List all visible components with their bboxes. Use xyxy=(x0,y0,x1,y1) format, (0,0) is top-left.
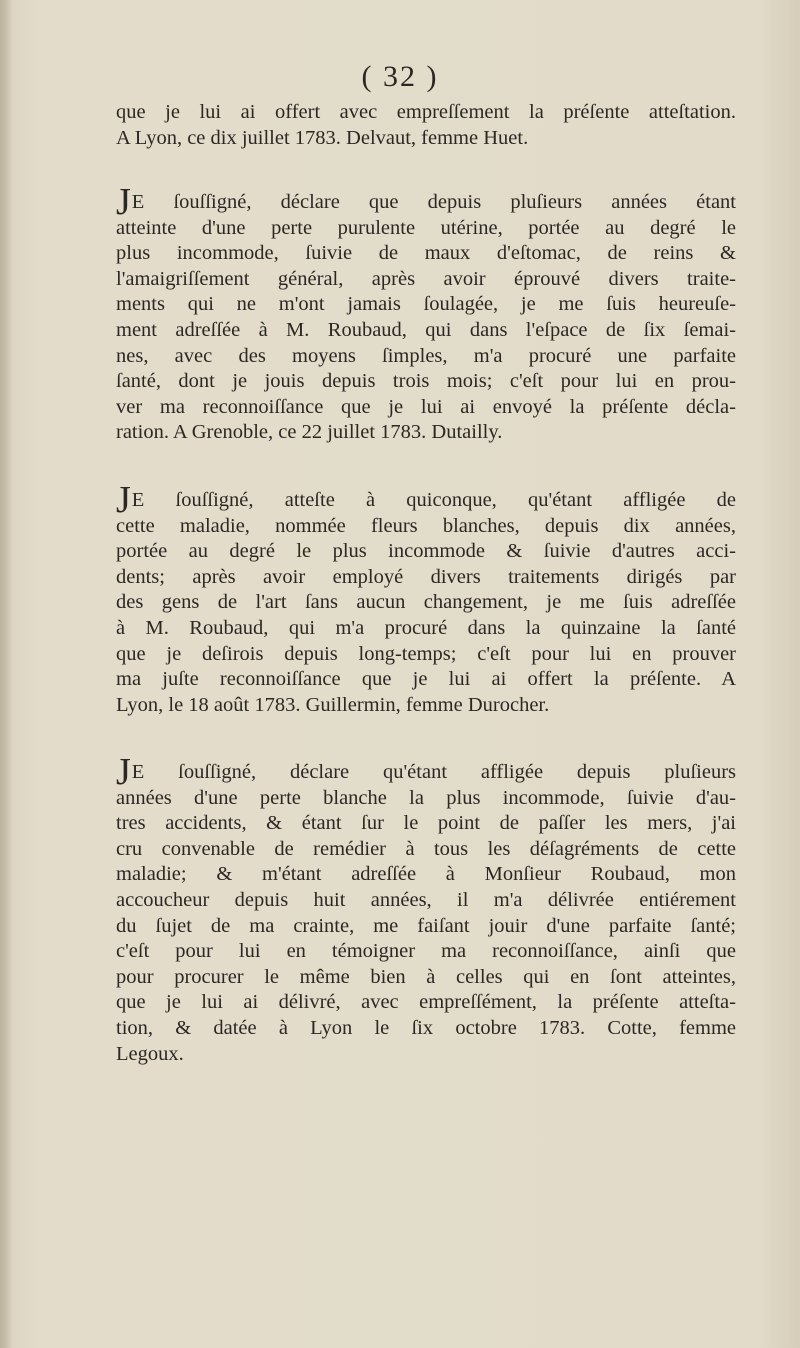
text-line: atteinte d'une perte purulente utérine, portée au degré le xyxy=(116,216,736,239)
text-line: des gens de l'art ſans aucun changement, je me ſuis adreſſée xyxy=(116,591,736,614)
text-line: que je lui ai offert avec empreſſement la préſente atteſtation. xyxy=(116,101,736,123)
text-line-content: E ſouſſigné, déclare qu'étant affligée depuis pluſieurs xyxy=(131,761,736,783)
page-number: ( 32 ) xyxy=(361,60,439,93)
text-line xyxy=(116,751,736,793)
text-line: ſanté, dont je jouis depuis trois mois; c'eſt pour lui en prou- xyxy=(116,370,736,393)
text-line: nes, avec des moyens ſimples, m'a procuré une parfaite xyxy=(116,344,736,367)
drop-initial: J xyxy=(116,181,131,223)
text-line: ver ma reconnoiſſance que je lui ai envoyé la préſente décla- xyxy=(116,395,736,418)
text-line: tion, & datée à Lyon le ſix octobre 1783. Cotte, femme xyxy=(116,1016,736,1039)
drop-initial: J xyxy=(116,479,131,521)
text-line: Legoux. xyxy=(116,1042,184,1065)
text-line: dents; après avoir employé divers traitements dirigés par xyxy=(116,565,736,588)
text-line: maladie; & m'étant adreſſée à Monſieur Roubaud, mon xyxy=(116,863,736,886)
text-line: pour procurer le même bien à celles qui en ſont atteintes, xyxy=(116,965,736,988)
text-line: tres accidents, & étant ſur le point de paſſer les mers, j'ai xyxy=(116,812,736,835)
text-line: Lyon, le 18 août 1783. Guillermin, femme Durocher. xyxy=(116,693,550,716)
text-line xyxy=(116,479,736,521)
text-line: l'amaigriſſement général, après avoir éprouvé divers traite- xyxy=(116,267,736,290)
text-line: ration. A Grenoble, ce 22 juillet 1783. Dutailly. xyxy=(116,421,503,444)
text-line: A Lyon, ce dix juillet 1783. Delvaut, femme Huet. xyxy=(116,126,529,149)
text-line: portée au degré le plus incommode & ſuivie d'autres acci- xyxy=(116,540,736,563)
text-line: cette maladie, nommée fleurs blanches, depuis dix années, xyxy=(116,514,736,537)
drop-initial: J xyxy=(116,751,131,793)
text-line: accoucheur depuis huit années, il m'a délivrée entiérement xyxy=(116,888,736,911)
text-line: années d'une perte blanche la plus incommode, ſuivie d'au- xyxy=(116,786,736,809)
text-line xyxy=(116,181,736,223)
text-line: ma juſte reconnoiſſance que je lui ai offert la préſente. A xyxy=(116,668,736,691)
text-line: plus incommode, ſuivie de maux d'eſtomac, de reins & xyxy=(116,242,736,265)
paragraph-3 xyxy=(116,479,736,718)
paragraph-1 xyxy=(116,100,736,151)
text-line-content: E ſouſſigné, déclare que depuis pluſieurs années étant xyxy=(131,191,736,213)
text-line: ments qui ne m'ont jamais ſoulagée, je me ſuis heureuſe- xyxy=(116,293,736,316)
text-line: ment adreſſée à M. Roubaud, qui dans l'eſpace de ſix ſemai- xyxy=(116,318,736,341)
page-gutter-shadow xyxy=(0,0,12,1348)
text-line: du ſujet de ma crainte, me faiſant jouir d'une parfaite ſanté; xyxy=(116,914,736,937)
paragraph-2 xyxy=(116,181,736,446)
text-line: c'eſt pour lui en témoigner ma reconnoiſſance, ainſi que xyxy=(116,940,736,963)
text-line: que je lui ai délivré, avec empreſſément, la préſente atteſta- xyxy=(116,991,736,1014)
text-line: que je deſirois depuis long-temps; c'eſt pour lui en prouver xyxy=(116,642,736,665)
text-line-content: E ſouſſigné, atteſte à quiconque, qu'étant affligée de xyxy=(131,489,736,511)
text-line: à M. Roubaud, qui m'a procuré dans la quinzaine la ſanté xyxy=(116,616,736,639)
text-line: cru convenable de remédier à tous les déſagréments de cette xyxy=(116,837,736,860)
paragraph-4 xyxy=(116,751,736,1067)
